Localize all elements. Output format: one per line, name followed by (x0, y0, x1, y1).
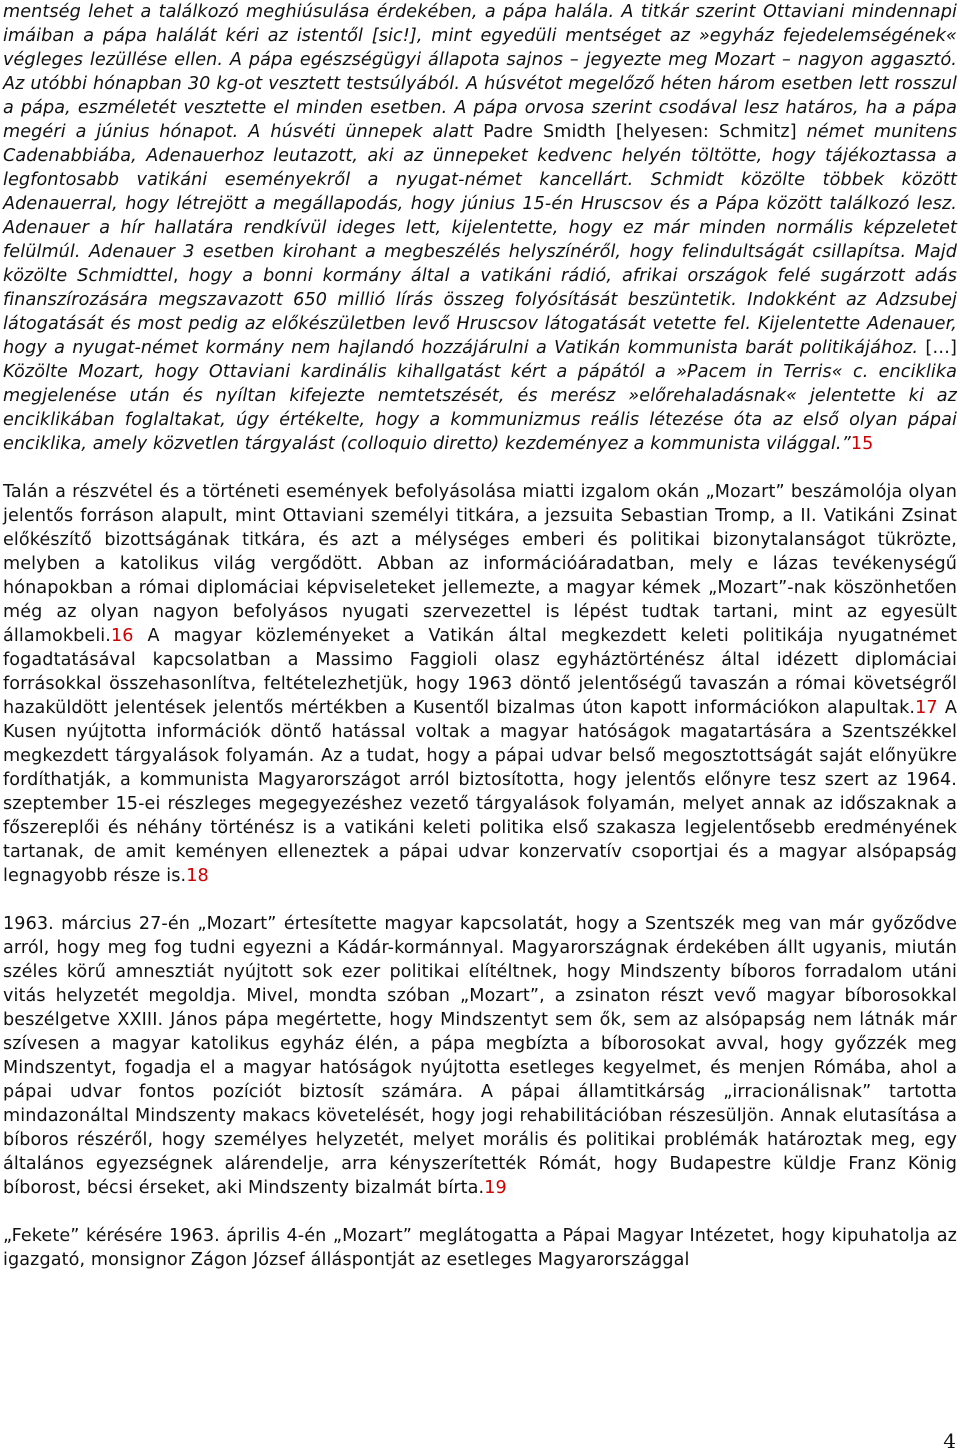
document-page (3, 0, 957, 1272)
quoted-text: Közölte Mozart, hogy Ottaviani kardinális kihallgatást kért a pápától a »Pacem in Terris« c. enciklika megjelenése után és nyíltan kifejezte nemtetszését, és merész »előrehaladásnak« jelentette ki az enciklikában foglaltakat, úgy értékelte, hogy a kommunizmus reális létezése óta az első olyan pápai enciklika, amely közvetlen tárgyalást (colloquio diretto) kezdeményez a kommunista világgal.” (3, 362, 957, 454)
quoted-text: Majd közölte Schmidttel (3, 242, 957, 286)
footnote-ref[interactable]: 17 (915, 698, 938, 718)
body-text: , (172, 266, 189, 286)
body-text: Talán a részvétel és a történeti események befolyásolása miatti izgalom okán „Mozart” beszámolója olyan jelentős forráson alapult, mint Ottaviani személyi titkára, a jezsuita Sebastian Tromp, a II. Vatikáni Zsinat előkészítő bizottságának titkára, és azt a mélységes emberi és politikai bizonytalanságot tükrözte, melyben a katolikus világ vergődött. Abban az információáradatban, mely e lázas tevékenységű hónapokban a római diplomáciai képviseleteket jellemezte, a magyar kémek „Mozart”-nak köszönhetően még az olyan nagyon befolyásos nyugati szervezettel is lépést tudtak tartani, mint az egyesült államokbeli. (3, 482, 957, 646)
quoted-text: mentség lehet a találkozó meghiúsulása érdekében, a pápa halála. A titkár szerint Ottaviani mindennapi imáiban a pápa halálát kéri az istentől [sic!], mint egyedüli mentséget az »egyház fejedelemségének« végleges lezüllése ellen. A pápa egészségügyi állapota sajnos – jegyezte meg Mozart – nagyon aggasztó. Az utóbbi hónapban 30 kg-ot vesztett testsúlyából. A húsvétot megelőző héten három esetben lett rosszul a pápa, eszméletét vesztette el minden esetben. A pápa orvosa szerint csodával lesz határos, ha a pápa megéri a június hónapot. (3, 2, 957, 142)
paragraph-3 (3, 912, 957, 1200)
body-text: A Kusen nyújtotta információk döntő hatással voltak a magyar hatóságok magatartására a Szentszékkel megkezdett tárgyalások folyamán. Az a tudat, hogy a pápai udvar belső megosztottságát saját előnyükre fordíthatják, a kommunista Magyarországot arról biztosította, hogy jelentős előnyre tesz szert az 1964. szeptember 15-ei részleges megegyezéshez vezető tárgyalások folyamán, melyet annak az időszaknak a főszereplői és néhány történész is a vatikáni keleti politika első szakasza legjelentősebb eredményének tartanak, de amit keményen elleneztek a pápai udvar konzervatív csoportjai és a magyar alsópapság legnagyobb része is. (3, 698, 957, 886)
body-text: […] (918, 338, 957, 358)
page-number: 4 (943, 1429, 956, 1453)
body-text: 1963. március 27-én „Mozart” értesítette magyar kapcsolatát, hogy a Szentszék meg van már győződve arról, hogy meg fog tudni egyezni a Kádár-kormánnyal. Magyarországnak érdekében állt ugyanis, miután széles körű amnesztiát nyújtott sok ezer politikai elítéltnek, hogy Mindszenty bíboros forradalom utáni vitás helyzetét megoldja. Mivel, mondta szóban „Mozart”, a zsinaton részt vevő magyar bíborosokkal beszélgetve XXIII. János pápa megértette, hogy Mindszentyt sem ők, sem az alsópapság nem látnák már szívesen a magyar katolikus egyház élén, a pápa megbízta a bíborosokat avval, hogy győzzék meg Mindszentyt, fogadja el a magyar hatóságok nyújtotta esetleges kegyelmet, és menjen Rómába, ahol a pápai udvar fontos pozíciót biztosít számára. A pápai államtitkárság „irracionálisnak” tartotta mindazonáltal Mindszenty makacs követelését, hogy jogi rehabilitációban részesüljön. Annak elutasítása a bíboros részéről, hogy személyes helyzetét, melyet morális és politikai problémák határoztak meg, egy általános egyezségnek alárendelje, arra kényszerítették Rómát, hogy Budapestre küldje Franz König bíborost, bécsi érseket, aki Mindszenty bizalmát bírta. (3, 914, 957, 1198)
body-text: Padre Smidth [helyesen: Schmitz] (483, 122, 797, 142)
body-text: A magyar közleményeket a Vatikán által megkezdett keleti politikája nyugatnémet fogadtatásával kapcsolatban a Massimo Faggioli olasz egyháztörténész által idézett diplomáciai forrásokkal összehasonlítva, feltételezhetjük, hogy 1963 döntő jelentőségű tavaszán a római követségről hazaküldött jelentések jelentős mértékben a Kusentől bizalmas úton kapott információkon alapultak. (3, 626, 957, 718)
paragraph-gap (3, 1200, 957, 1224)
quoted-text: hogy a bonni kormány által a vatikáni rádió, afrikai országok felé sugárzott adás finanszírozására megszavazott 650 millió lírás összeg folyósítását beszüntetik. Indokként az Adzsubej látogatását és most pedig az előkészületben levő Hruscsov látogatását vetette fel. Kijelentette Adenauer, hogy a nyugat-német kormány nem hajlandó hozzájárulni a Vatikán kommunista barát politikájához. (3, 266, 957, 358)
paragraph-4 (3, 1224, 957, 1272)
quoted-text: német munitens Cadenabbiába, Adenauerhoz leutazott, aki az ünnepeket kedvenc helyén töltötte, hogy tájékoztassa a legfontosabb vatikáni eseményekről a nyugat-német kancellárt. Schmidt közölte többek között Adenauerral, hogy létrejött a megállapodás, hogy június 15-én Hruscsov és a Pápa között találkozó lesz. Adenauer a hír hallatára rendkívül ideges lett, kijelentette, hogy ez már minden normális képzeletet felülmúl. (3, 122, 957, 262)
footnote-ref[interactable]: 16 (111, 626, 134, 646)
quoted-text: A húsvéti ünnepek alatt (238, 122, 484, 142)
body-text: „Fekete” kérésére 1963. április 4-én „Mozart” meglátogatta a Pápai Magyar Intézetet, hogy kipuhatolja az igazgató, monsignor Zágon József álláspontját az esetleges Magyarországgal (3, 1226, 957, 1270)
footnote-ref[interactable]: 19 (484, 1178, 507, 1198)
paragraph-2 (3, 480, 957, 888)
paragraph-gap (3, 888, 957, 912)
quoted-text: Adenauer 3 esetben kirohant a megbeszélés helyszínéről, hogy felindultságát csillapítsa. (88, 242, 907, 262)
footnote-ref[interactable]: 18 (186, 866, 209, 886)
paragraph-gap (3, 456, 957, 480)
footnote-ref[interactable]: 15 (850, 434, 874, 454)
paragraph-1 (3, 0, 957, 456)
